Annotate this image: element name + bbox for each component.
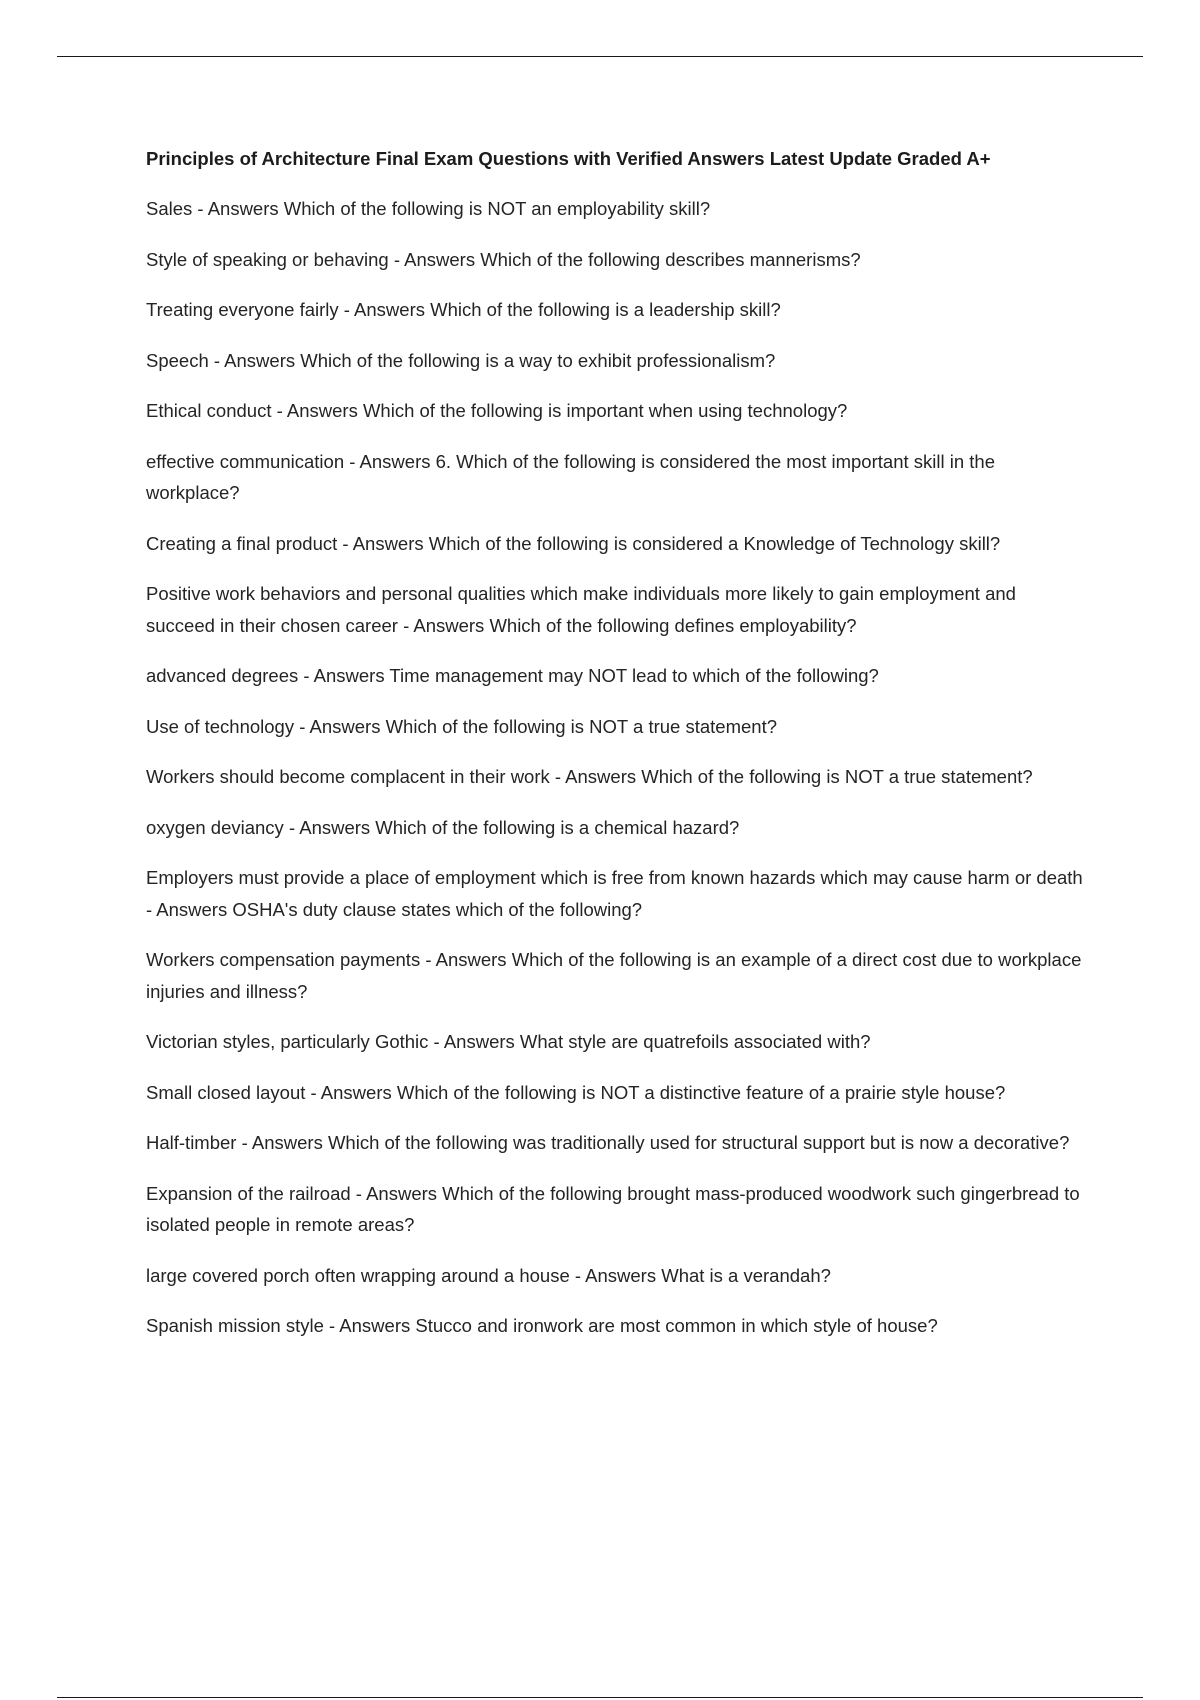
qa-item-20: Spanish mission style - Answers Stucco and ironwork are most common in which style of house? [146, 1315, 938, 1336]
qa-item-2: Style of speaking or behaving - Answers Which of the following describes mannerisms? [146, 248, 861, 270]
qa-item-16: Small closed layout - Answers Which of the following is NOT a distinctive feature of a prairie style house? [146, 1081, 1006, 1103]
qa-item-18: Expansion of the railroad - Answers Which of the following brought mass-produced woodwork such gingerbread to isolated people in remote areas? [146, 1182, 1080, 1235]
qa-item-3: Treating everyone fairly - Answers Which of the following is a leadership skill? [146, 299, 781, 320]
qa-item-17: Half-timber - Answers Which of the following was traditionally used for structural support but is now a decorative? [146, 1132, 1070, 1153]
qa-item-8: Positive work behaviors and personal qualities which make individuals more likely to gain employment and succeed in their chosen career - Answers Which of the following defines employability? [146, 583, 1016, 636]
bottom-divider [57, 1697, 1143, 1698]
qa-item-9: advanced degrees - Answers Time management may NOT lead to which of the following? [146, 665, 879, 686]
qa-item-13: Employers must provide a place of employment which is free from known hazards which may cause harm or death - Answers OSHA's duty clause states which of the following? [146, 867, 1083, 920]
qa-item-6: effective communication - Answers 6. Which of the following is considered the most important skill in the workplace? [146, 450, 995, 503]
top-divider [57, 56, 1143, 57]
qa-item-7: Creating a final product - Answers Which of the following is considered a Knowledge of Technology skill? [146, 532, 1001, 554]
qa-item-5: Ethical conduct - Answers Which of the following is important when using technology? [146, 400, 848, 421]
qa-item-19: large covered porch often wrapping around a house - Answers What is a verandah? [146, 1264, 831, 1286]
document-title: Principles of Architecture Final Exam Questions with Verified Answers Latest Update Graded A+ [146, 148, 991, 169]
document-body [146, 143, 1086, 1361]
qa-item-10: Use of technology - Answers Which of the following is NOT a true statement? [146, 715, 778, 737]
qa-item-15: Victorian styles, particularly Gothic - Answers What style are quatrefoils associated with? [146, 1031, 871, 1052]
qa-item-14: Workers compensation payments - Answers Which of the following is an example of a direct cost due to workplace injuries and illness? [146, 949, 1082, 1002]
qa-item-12: oxygen deviancy - Answers Which of the following is a chemical hazard? [146, 816, 740, 838]
qa-item-4: Speech - Answers Which of the following is a way to exhibit professionalism? [146, 349, 776, 371]
qa-list [146, 193, 1086, 1342]
qa-item-1: Sales - Answers Which of the following is NOT an employability skill? [146, 198, 711, 219]
qa-item-11: Workers should become complacent in their work - Answers Which of the following is NOT a true statement? [146, 766, 1033, 787]
